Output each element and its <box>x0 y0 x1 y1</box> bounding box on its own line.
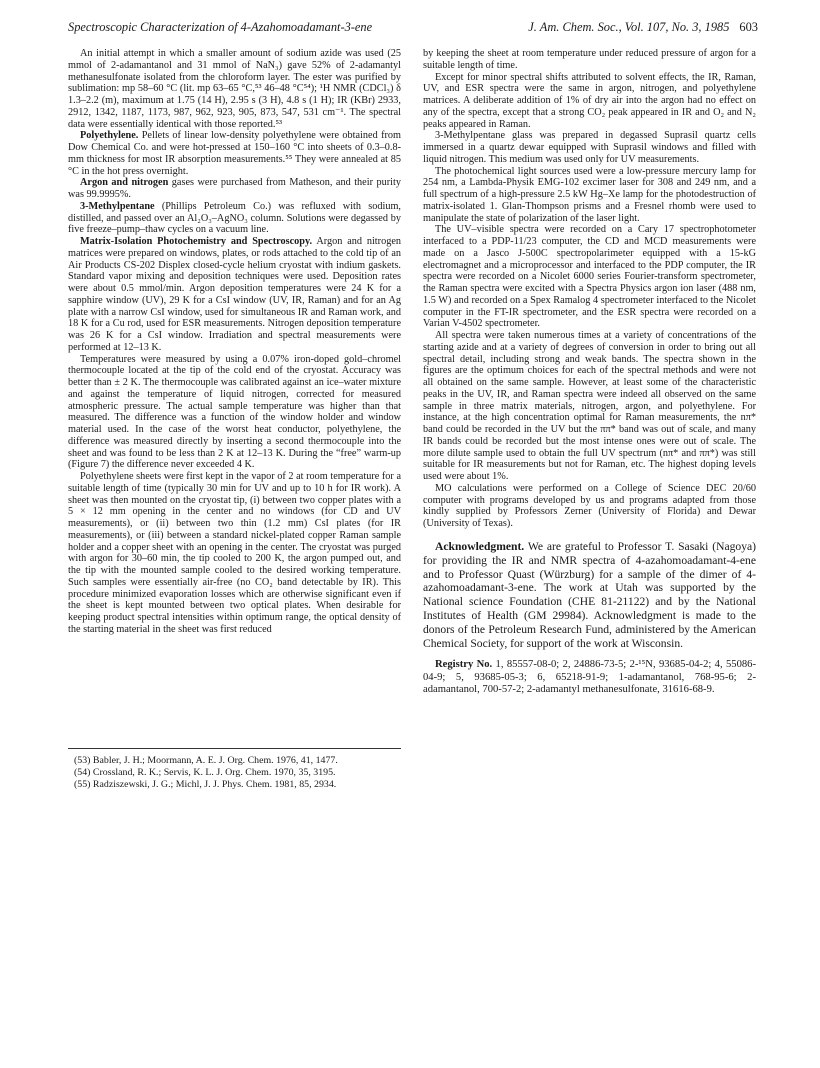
acknowledgment: Acknowledgment. We are grateful to Professor T. Sasaki (Nagoya) for providing the IR and NMR spectra of 4-azahomoadamant-4-ene and to Professor Quast (Würzburg) for a sample of the dimer of 4-azahomoadamant-3-ene. The work at Utah was supported by the National science Foundation (CHE 81-21122) and by the National Institutes of Health (GM 29984). Acknowledgment is made to the donors of the Petroleum Research Fund, administered by the American Chemical Society, for support of the work at Wisconsin. <box>423 539 756 651</box>
paragraph-lead: 3-Methylpentane <box>80 200 155 212</box>
registry-numbers: Registry No. 1, 85557-08-0; 2, 24886-73-5; 2-¹⁵N, 93685-04-2; 4, 55086-04-9; 5, 93685-05-3; 6, 65218-91-9; 1-adamantanol, 768-95-6; 2-adamantanol, 700-57-2; 2-adamantyl methanesulfonate, 31616-68-9. <box>423 659 756 696</box>
paragraph: Polyethylene. Pellets of linear low-density polyethylene were obtained from Dow Chemical Co. and were hot-pressed at 150–160 °C into sheets of 0.3–0.8-mm thickness for most IR absorption measurements.⁵⁵ They were annealed at 85 °C in the hot press overnight. <box>68 130 401 177</box>
journal-citation <box>528 20 758 35</box>
running-header <box>68 20 758 38</box>
registry-lead: Registry No. <box>435 659 493 670</box>
right-column <box>423 48 756 697</box>
paragraph: All spectra were taken numerous times at a variety of concentrations of the starting azide and at a variety of degrees of conversion in order to bring out all spectral detail, including strong and weak bands. The spectra shown in the figures are the optimum choices for each of the spectral methods and were not all obtained on the same sample. However, at least some of the characteristic peaks in the UV, IR, and Raman spectra were indeed all observed on the same sample in three matrix materials, nitrogen, argon, and polyethylene. For instance, at the high concentration optimal for Raman measurements, the nπ* band could be recorded in the UV but the ππ* band was out of scale, and many IR bands could be recorded but the most intense ones were out of scale. The more dilute sample used to obtain the full UV spectrum (nπ* and ππ*) was still suitable for IR measurements but not for Raman, etc. The highest doping levels used were about 1%. <box>423 330 756 482</box>
references <box>68 748 401 791</box>
paragraph: Except for minor spectral shifts attributed to solvent effects, the IR, Raman, UV, and ESR spectra were the same in argon, nitrogen, and polyethylene matrices. A deliberate addition of 1% of dry air into the argon had no effect on any of the spectra, except that a strong CO₂ peak appeared in IR and O₂ and N₂ peaks appeared in Raman. <box>423 71 756 130</box>
running-title: Spectroscopic Characterization of 4-Azahomoadamant-3-ene <box>68 20 373 34</box>
paragraph: The photochemical light sources used were a low-pressure mercury lamp for 254 nm, a Lambda-Physik EMG-102 excimer laser for 308 and 249 nm, and a full spectrum of a high-pressure 2.5 kW Hg–Xe lamp for the photodestruction of matrix-isolated 1. Glan-Thompson prisms and a Fresnel rhomb were used to manipulate the state of polarization of the laser light. <box>423 165 756 224</box>
paragraph: 3-Methylpentane (Phillips Petroleum Co.) was refluxed with sodium, distilled, and passed over an Al₂O₃–AgNO₃ column. Solutions were degassed by five freeze–pump–thaw cycles on a vacuum line. <box>68 200 401 236</box>
paragraph: The UV–visible spectra were recorded on a Cary 17 spectrophotometer interfaced to a PDP-11/23 computer, the CD and MCD measurements were made on a Jasco J-500C spectropolarimeter equipped with a 15-kG electromagnet and a microprocessor and interfaced to the PDP computer, the IR spectra were recorded on a Nicolet 6000 series Fourier-transform spectrometer, the Raman spectra were excited with a Spectra Physics argon ion laser (488 nm, 1.5 W) and recorded on a Spex Ramalog 4 spectrometer interfaced to the Nicolet computer in the FT-IR spectrometer, and the ESR spectra were recorded on a Varian V-4502 spectrometer. <box>423 224 756 330</box>
paragraph: MO calculations were performed on a College of Science DEC 20/60 computer with programs developed by us and programs adapted from those kindly supplied by Professors Zerner (University of Florida) and Dewar (University of Texas). <box>423 482 756 529</box>
paragraph: by keeping the sheet at room temperature under reduced pressure of argon for a suitable length of time. <box>423 48 756 71</box>
paragraph: Temperatures were measured by using a 0.07% iron-doped gold–chromel thermocouple located at the tip of the cold end of the cryostat. Accuracy was better than ± 2 K. The thermocouple was calibrated against an ice–water mixture and against the temperature of liquid nitrogen, corrected for measured atmospheric pressure. The actual sample temperature was higher than that measured. The difference was a function of the window holder and window material used. In the case of the worst heat conductor, polyethylene, the difference was measured directly by inserting a second thermocouple into the sheet and was found to be less than 2 K at 12–13 K. During the “free” warm-up (Figure 7) the difference never exceeded 4 K. <box>68 353 401 471</box>
paragraph: An initial attempt in which a smaller amount of sodium azide was used (25 mmol of 2-adamantanol and 31 mmol of NaN₃) gave 52% of 2-adamantyl methanesulfonate isolated from the chloroform layer. The ester was purified by sublimation: mp 58–60 °C (lit. mp 63–65 °C,⁵³ 46–48 °C⁵⁴); ¹H NMR (CDCl₃) δ 1.3–2.2 (m), maximum at 1.75 (14 H), 2.95 s (3 H), 4.8 s (1 H); IR (KBr) 2933, 2912, 1342, 1187, 1173, 987, 962, 923, 905, 873, 547, 531 cm⁻¹. The spectral data were essentially identical with those reported.⁵³ <box>68 48 401 130</box>
paragraph-lead: Matrix-Isolation Photochemistry and Spectroscopy. <box>80 236 313 247</box>
acknowledgment-lead: Acknowledgment. <box>435 539 525 553</box>
reference-item: (53) Babler, J. H.; Moormann, A. E. J. Org. Chem. 1976, 41, 1477. <box>74 755 338 766</box>
paragraph: Argon and nitrogen gases were purchased from Matheson, and their purity was 99.9995%. <box>68 177 401 200</box>
reference-item: (54) Crossland, R. K.; Servis, K. L. J. Org. Chem. 1970, 35, 3195. <box>74 767 336 778</box>
page-number: 603 <box>739 20 758 34</box>
footnote-rule <box>68 748 401 749</box>
left-column <box>68 48 401 636</box>
journal-name: J. Am. Chem. Soc., Vol. 107, No. 3, 1985 <box>528 20 730 34</box>
paragraph: 3-Methylpentane glass was prepared in degassed Suprasil quartz cells immersed in a quartz dewar equipped with Suprasil windows and filled with liquid nitrogen. This medium was used only for UV measurements. <box>423 130 756 165</box>
paragraph-lead: Argon and nitrogen <box>80 177 169 189</box>
paragraph: Polyethylene sheets were first kept in the vapor of 2 at room temperature for a suitable length of time (typically 30 min for UV and up to 10 h for IR work). A sheet was then mounted on the cryostat tip, (i) between two copper plates with a 5 × 12 mm opening in the center and no windows (for CD and UV measurements), or (ii) between two thin (1.2 mm) CsI plates (for IR measurements), or (iii) between a standard nickel-plated copper Raman sample holder and a copper sheet with an opening in the center. The cryostat was purged with argon for 30–60 min, the tip cooled to 200 K, the argon pumped out, and the tip with the mounted sample cooled to the desired working temperature. Such samples were essentially air-free (no CO₂ band detectable by IR). This procedure minimized evaporation losses which are otherwise significant even if the sheet is kept mounted between two optical plates. When desirable for keeping product spectral intensities within optimum range, the optical density of the starting material in the sheet was first reduced <box>68 471 401 635</box>
paragraph: Matrix-Isolation Photochemistry and Spectroscopy. Argon and nitrogen matrices were prepared on windows, plates, or rods attached to the cold tip of an Air Products CS-202 Displex closed-cycle helium cryostat with indium gaskets. Standard vapor mixing and deposition techniques were used. Deposition rates were about 0.5 mmol/min. Argon deposition temperatures were 24 K for a sapphire window (UV), 29 K for a CsI window (UV, IR, Raman) and for an Ag plate with a narrow CsI window, used for simultaneous IR and Raman work, and 18 K for a Cu rod, used for ESR measurements. Nitrogen deposition temperature was 26 K for a CsI window. Irradiation and spectral measurements were performed at 12–13 K. <box>68 236 401 353</box>
reference-item: (55) Radziszewski, J. G.; Michl, J. J. Phys. Chem. 1981, 85, 2934. <box>74 779 337 790</box>
paragraph-lead: Polyethylene. <box>80 130 139 142</box>
